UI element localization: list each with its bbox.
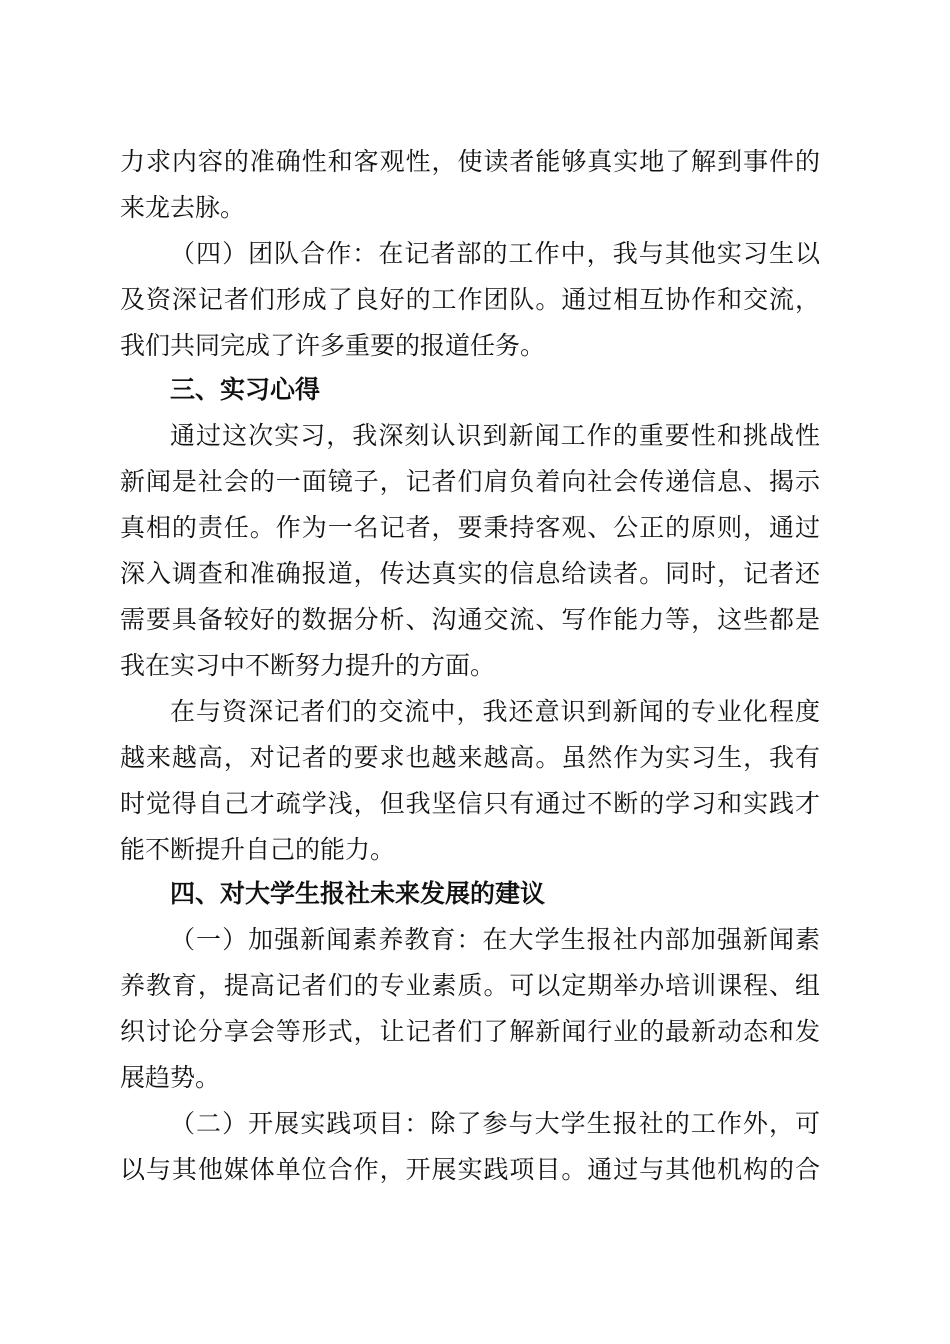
body-line: 需要具备较好的数据分析、沟通交流、写作能力等，这些都是	[120, 605, 820, 634]
body-line: 深入调查和准确报道，传达真实的信息给读者。同时，记者还	[120, 559, 820, 588]
body-line: 及资深记者们形成了良好的工作团队。通过相互协作和交流，	[120, 285, 820, 314]
body-line: 织讨论分享会等形式，让记者们了解新闻行业的最新动态和发	[120, 1017, 820, 1046]
paragraph-first-line: （四）团队合作：在记者部的工作中，我与其他实习生以	[170, 239, 820, 268]
body-line: 新闻是社会的一面镜子，记者们肩负着向社会传递信息、揭示	[120, 467, 820, 496]
body-line: 展趋势。	[120, 1063, 221, 1092]
body-line: 越来越高，对记者的要求也越来越高。虽然作为实习生，我有	[120, 743, 820, 772]
paragraph-first-line: （二）开展实践项目：除了参与大学生报社的工作外，可	[170, 1109, 820, 1138]
body-line: 真相的责任。作为一名记者，要秉持客观、公正的原则，通过	[120, 513, 820, 542]
body-line: 时觉得自己才疏学浅，但我坚信只有通过不断的学习和实践才	[120, 789, 820, 818]
body-line: 我们共同完成了许多重要的报道任务。	[120, 331, 546, 360]
body-line: 以与其他媒体单位合作，开展实践项目。通过与其他机构的合	[120, 1155, 820, 1184]
section-heading: 四、对大学生报社未来发展的建议	[170, 879, 546, 908]
body-line: 养教育，提高记者们的专业素质。可以定期举办培训课程、组	[120, 971, 820, 1000]
paragraph-first-line: 通过这次实习，我深刻认识到新闻工作的重要性和挑战性	[170, 421, 820, 450]
section-heading: 三、实习心得	[170, 375, 321, 404]
body-line: 能不断提升自己的能力。	[120, 835, 396, 864]
body-line: 来龙去脉。	[120, 193, 246, 222]
body-line: 力求内容的准确性和客观性，使读者能够真实地了解到事件的	[120, 147, 820, 176]
paragraph-first-line: 在与资深记者们的交流中，我还意识到新闻的专业化程度	[170, 697, 820, 726]
body-line: 我在实习中不断努力提升的方面。	[120, 651, 496, 680]
paragraph-first-line: （一）加强新闻素养教育：在大学生报社内部加强新闻素	[170, 925, 820, 954]
